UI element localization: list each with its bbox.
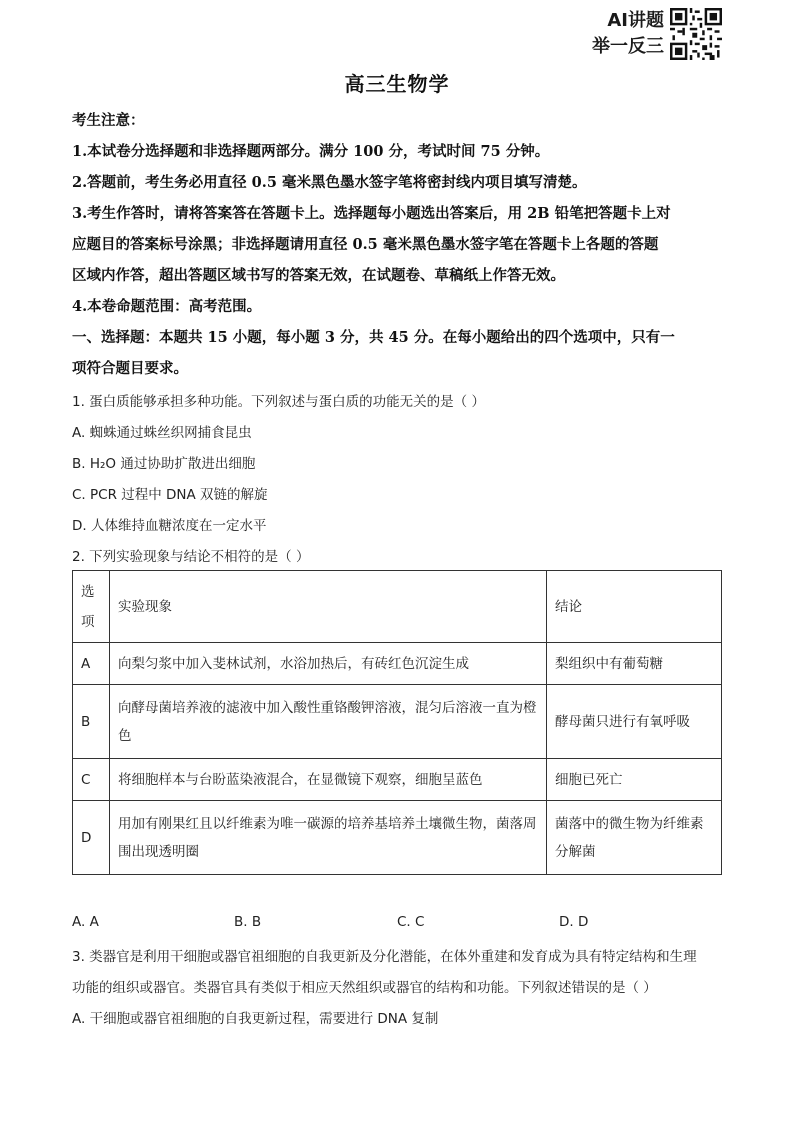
q2-option-a: A. A xyxy=(72,914,99,930)
row-phenomenon: 用加有刚果红且以纤维素为唯一碳源的培养基培养土壤微生物，菌落周围出现透明圈 xyxy=(110,801,547,875)
row-phenomenon: 向酵母菌培养液的滤液中加入酸性重铬酸钾溶液，混匀后溶液一直为橙色 xyxy=(110,685,547,759)
notice-item-3-cont: 应题目的答案标号涂黑；非选择题请用直径 0.5 毫米黑色墨水签字笔在答题卡上各题的答题 xyxy=(72,236,659,253)
badge-line2: 举一反三 xyxy=(592,36,664,57)
notice-item-3: 3.考生作答时，请将答案答在答题卡上。选择题每小题选出答案后，用 2B 铅笔把答题卡上对 xyxy=(72,205,671,222)
row-option: C xyxy=(73,759,110,801)
q2-option-d: D. D xyxy=(559,914,589,930)
row-option: B xyxy=(73,685,110,759)
q3-option-a: A. 干细胞或器官祖细胞的自我更新过程，需要进行 DNA 复制 xyxy=(72,1011,439,1027)
row-phenomenon: 将细胞样本与台盼蓝染液混合，在显微镜下观察，细胞呈蓝色 xyxy=(110,759,547,801)
row-phenomenon: 向梨匀浆中加入斐林试剂，水浴加热后，有砖红色沉淀生成 xyxy=(110,643,547,685)
notice-item-4: 4.本卷命题范围：高考范围。 xyxy=(72,298,262,315)
row-conclusion: 梨组织中有葡萄糖 xyxy=(547,643,722,685)
q2-option-c: C. C xyxy=(397,914,425,930)
header-option: 选项 xyxy=(73,571,110,643)
badge-line1: AI讲题 xyxy=(607,10,664,31)
q1-stem: 1. 蛋白质能够承担多种功能。下列叙述与蛋白质的功能无关的是（ ） xyxy=(72,394,485,410)
q1-option-c: C. PCR 过程中 DNA 双链的解旋 xyxy=(72,487,268,503)
ai-badge[interactable] xyxy=(578,8,724,60)
badge-text xyxy=(578,8,664,60)
header-conclusion: 结论 xyxy=(547,571,722,643)
row-option: A xyxy=(73,643,110,685)
table-row xyxy=(73,685,722,759)
section-heading: 一、选择题：本题共 15 小题，每小题 3 分，共 45 分。在每小题给出的四个选项中，只有一 xyxy=(72,329,675,346)
notice-item-3-cont2: 区域内作答，超出答题区域书写的答案无效，在试题卷、草稿纸上作答无效。 xyxy=(72,267,565,284)
qr-code-icon[interactable] xyxy=(670,8,722,60)
q2-stem: 2. 下列实验现象与结论不相符的是（ ） xyxy=(72,549,310,565)
notice-item-1: 1.本试卷分选择题和非选择题两部分。满分 100 分，考试时间 75 分钟。 xyxy=(72,143,550,160)
section-heading-cont: 项符合题目要求。 xyxy=(72,360,188,377)
table-row xyxy=(73,801,722,875)
row-conclusion: 菌落中的微生物为纤维素分解菌 xyxy=(547,801,722,875)
header-phenomenon: 实验现象 xyxy=(110,571,547,643)
q1-option-a: A. 蜘蛛通过蛛丝织网捕食昆虫 xyxy=(72,425,252,441)
notice-item-2: 2.答题前，考生务必用直径 0.5 毫米黑色墨水签字笔将密封线内项目填写清楚。 xyxy=(72,174,587,191)
q2-option-b: B. B xyxy=(234,914,262,930)
table-row xyxy=(73,643,722,685)
q3-stem-cont: 功能的组织或器官。类器官具有类似于相应天然组织或器官的结构和功能。下列叙述错误的是（ ） xyxy=(72,980,657,996)
q2-table xyxy=(72,570,722,875)
row-conclusion: 细胞已死亡 xyxy=(547,759,722,801)
q3-stem: 3. 类器官是利用干细胞或器官祖细胞的自我更新及分化潜能，在体外重建和发育成为具有特定结构和生理 xyxy=(72,949,697,965)
q1-option-b: B. H₂O 通过协助扩散进出细胞 xyxy=(72,456,256,472)
page-title: 高三生物学 xyxy=(344,72,450,96)
notice-heading: 考生注意： xyxy=(72,112,145,129)
table-header-row xyxy=(73,571,722,643)
row-conclusion: 酵母菌只进行有氧呼吸 xyxy=(547,685,722,759)
table-row xyxy=(73,759,722,801)
q1-option-d: D. 人体维持血糖浓度在一定水平 xyxy=(72,518,267,534)
row-option: D xyxy=(73,801,110,875)
